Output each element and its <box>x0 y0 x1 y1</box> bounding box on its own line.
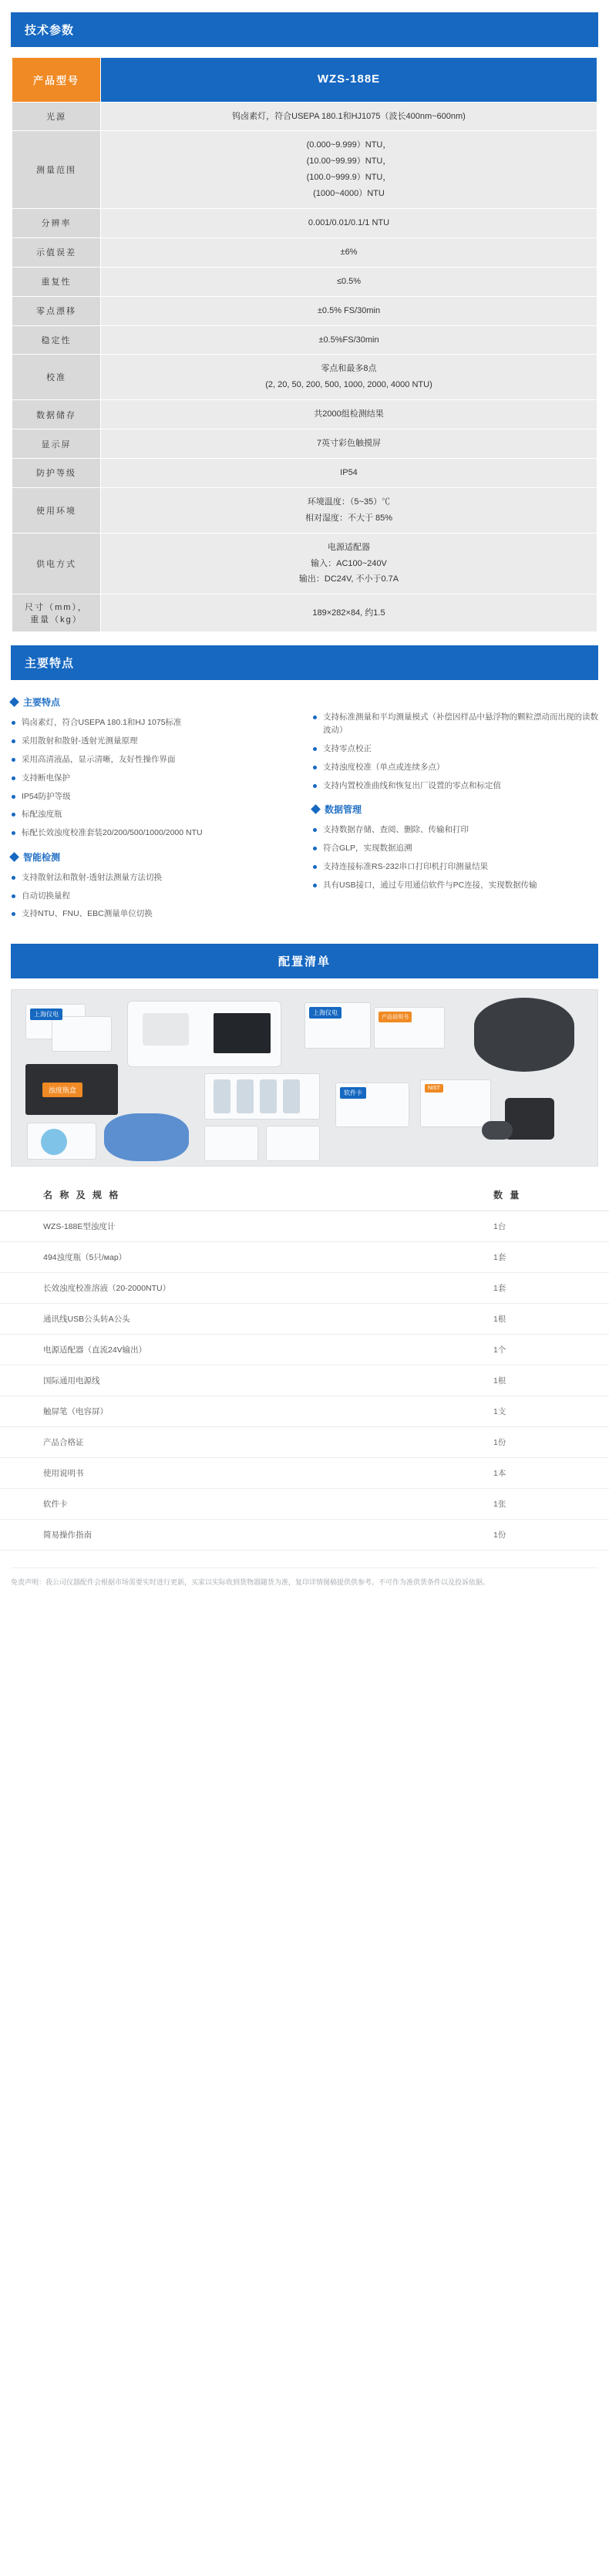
section-header-specs: 技术参数 <box>11 12 598 47</box>
spec-row <box>12 237 597 267</box>
table-row <box>0 1458 609 1489</box>
spec-value <box>101 533 597 594</box>
spec-value <box>101 237 597 267</box>
feature-item: 支持连接标准RS-232串口打印机打印测量结果 <box>312 860 598 874</box>
spec-value-line: 电源适配器 <box>328 542 370 552</box>
feature-item: 钨卤素灯，符合USEPA 180.1和HJ 1075标准 <box>11 716 297 729</box>
spec-row <box>12 102 597 131</box>
feature-group-title <box>11 850 297 864</box>
spec-label: 测量范围 <box>12 131 101 209</box>
spec-value <box>101 296 597 325</box>
section-header-features: 主要特点 <box>11 645 598 680</box>
spec-value-line: 零点和最多8点 <box>321 364 377 374</box>
spec-table-wrapper <box>11 56 598 633</box>
config-item-qty: 1支 <box>493 1396 609 1427</box>
spec-row <box>12 131 597 209</box>
feature-item: 支持散射法和散射-透射法测量方法切换 <box>11 871 297 884</box>
config-item-qty: 1根 <box>493 1365 609 1396</box>
config-item-qty: 1根 <box>493 1304 609 1335</box>
spec-table-head-row <box>12 58 597 103</box>
spec-head-value: WZS-188E <box>101 58 597 103</box>
config-item-name: 494浊度瓶（5只/мар） <box>0 1242 493 1273</box>
spec-value-line: ≤0.5% <box>336 276 362 286</box>
config-item-qty: 1套 <box>493 1242 609 1273</box>
nist-tag: NIST <box>425 1084 443 1093</box>
config-item-name: 软件卡 <box>0 1489 493 1520</box>
product-photo-board <box>11 989 598 1167</box>
usb-cable-photo <box>104 1113 189 1161</box>
features-left-column <box>11 691 297 931</box>
spec-value-line: 钨卤素灯，符合USEPA 180.1和HJ1075（波长400nm~600nm) <box>232 111 466 121</box>
table-row <box>0 1489 609 1520</box>
config-header-row <box>0 1180 609 1211</box>
spec-row <box>12 487 597 533</box>
table-row <box>0 1427 609 1458</box>
config-item-name: 国际通用电源线 <box>0 1365 493 1396</box>
spec-value-line: ±6% <box>340 247 358 257</box>
spec-row <box>12 533 597 594</box>
table-row <box>0 1242 609 1273</box>
spec-head-label: 产品型号 <box>12 58 101 103</box>
spec-row <box>12 296 597 325</box>
feature-item: 标配长效浊度校准套装20/200/500/1000/2000 NTU <box>11 827 297 840</box>
spec-value-line: 7英寸彩色触摸屏 <box>316 439 382 449</box>
spec-label: 重复性 <box>12 267 101 296</box>
spec-value <box>101 267 597 296</box>
spec-value-line: 环境温度：（5~35）℃ <box>307 497 391 507</box>
spec-value-line: (2, 20, 50, 200, 500, 1000, 2000, 4000 NTU) <box>265 380 432 390</box>
table-row <box>0 1304 609 1335</box>
config-item-qty: 1台 <box>493 1211 609 1242</box>
adapter-cable-photo <box>482 1121 513 1140</box>
power-cord-photo <box>474 998 574 1072</box>
spec-value-line: (0.000~9.999）NTU， <box>306 140 392 150</box>
feature-item: 具有USB接口，通过专用通信软件与PC连接，实现数据传输 <box>312 879 598 892</box>
vial-case-label: 浊度瓶盒 <box>42 1083 82 1097</box>
spec-value <box>101 325 597 355</box>
feature-group-title <box>312 803 598 816</box>
config-item-qty: 1份 <box>493 1427 609 1458</box>
feature-group-label: 智能检测 <box>23 851 61 863</box>
table-row <box>0 1211 609 1242</box>
certificate-photo <box>204 1126 258 1161</box>
table-row <box>0 1520 609 1551</box>
config-item-qty: 1套 <box>493 1273 609 1304</box>
diamond-icon <box>9 697 19 707</box>
feature-group-label: 主要特点 <box>23 697 61 709</box>
config-item-name: 电源适配器（直流24V输出） <box>0 1335 493 1365</box>
spec-value <box>101 355 597 400</box>
feature-item: 采用散射和散射-透射光测量原理 <box>11 735 297 748</box>
feature-item: IP54防护等级 <box>11 790 297 803</box>
feature-item: 支持内置校准曲线和恢复出厂设置的零点和标定值 <box>312 780 598 793</box>
spec-value-line: ±0.5% FS/30min <box>317 305 381 315</box>
config-item-name: 通讯线USB公头转A公头 <box>0 1304 493 1335</box>
spec-value <box>101 400 597 429</box>
spec-label: 供电方式 <box>12 533 101 594</box>
spec-label: 数据储存 <box>12 400 101 429</box>
spec-label: 使用环境 <box>12 487 101 533</box>
standard-bottle <box>237 1079 254 1113</box>
config-item-qty: 1本 <box>493 1458 609 1489</box>
feature-item: 支持数据存储、查阅、删除、传输和打印 <box>312 823 598 837</box>
spec-value <box>101 594 597 632</box>
spec-value-line: (100.0~999.9）NTU， <box>306 173 392 183</box>
spec-label: 显示屏 <box>12 429 101 459</box>
standard-bottle <box>260 1079 277 1113</box>
spec-value-line: 0.001/0.01/0.1/1 NTU <box>308 217 390 227</box>
features-section <box>11 691 598 931</box>
config-item-qty: 1个 <box>493 1335 609 1365</box>
feature-item: 支持零点校正 <box>312 742 598 756</box>
diamond-icon <box>9 852 19 862</box>
table-row <box>0 1396 609 1427</box>
spec-value-line: ±0.5%FS/30min <box>318 335 379 345</box>
spec-table <box>12 57 597 632</box>
feature-list <box>312 711 598 792</box>
feature-list <box>11 716 297 840</box>
feature-item: 支持标准测量和平均测量模式（补偿因样品中悬浮物的颗粒漂动而出现的读数波动） <box>312 711 598 737</box>
spec-label: 稳定性 <box>12 325 101 355</box>
feature-item: 采用高清液晶，显示清晰，友好性操作界面 <box>11 753 297 766</box>
spec-row <box>12 429 597 459</box>
feature-item: 自动切换量程 <box>11 890 297 903</box>
config-item-name: 触屏笔（电容屏） <box>0 1396 493 1427</box>
spec-row <box>12 267 597 296</box>
spec-value <box>101 208 597 237</box>
spec-label: 尺寸（mm），重量（kg） <box>12 594 101 632</box>
feature-item: 支持NTU、FNU、EBC测量单位切换 <box>11 907 297 921</box>
instrument-screen <box>214 1013 271 1053</box>
config-header-name: 名 称 及 规 格 <box>0 1180 493 1211</box>
brand-tag: 上海仪电 <box>30 1009 62 1020</box>
spec-row <box>12 325 597 355</box>
spec-label: 示值误差 <box>12 237 101 267</box>
spec-value <box>101 102 597 131</box>
spec-row <box>12 400 597 429</box>
standard-bottle <box>214 1079 230 1113</box>
spec-value-line: 共2000组检测结果 <box>314 409 384 419</box>
config-table <box>0 1180 609 1551</box>
spec-row <box>12 355 597 400</box>
feature-list <box>11 871 297 921</box>
feature-list <box>312 823 598 891</box>
spec-value-line: 输入：AC100~240V <box>311 558 387 568</box>
spec-label: 光源 <box>12 102 101 131</box>
software-card-tag: 软件卡 <box>340 1087 366 1099</box>
table-row <box>0 1365 609 1396</box>
config-item-name: 使用说明书 <box>0 1458 493 1489</box>
spec-value <box>101 131 597 209</box>
instrument-lid <box>143 1013 189 1046</box>
config-item-name: 长效浊度校准溶液（20-2000NTU） <box>0 1273 493 1304</box>
config-item-name: WZS-188E型浊度计 <box>0 1211 493 1242</box>
disclaimer-text: 免责声明：我公司仪器配件会根据市场需要实时进行更新，买家以实际收到货物器随货为准，复印详情图稿提供供参考。不可作为准供货条件以及投诉依据。 <box>11 1567 598 1588</box>
feature-item: 符合GLP，实现数据追溯 <box>312 842 598 855</box>
feature-item: 标配浊度瓶 <box>11 808 297 821</box>
feature-item: 支持断电保护 <box>11 772 297 785</box>
manual-tag: 产品说明书 <box>379 1012 412 1022</box>
spec-label: 校准 <box>12 355 101 400</box>
spec-value-line: IP54 <box>340 467 358 477</box>
spec-value-line: 189×282×84, 约1.5 <box>312 608 385 618</box>
config-header-qty: 数 量 <box>493 1180 609 1211</box>
standard-bottle <box>283 1079 300 1113</box>
spec-value-line: (10.00~99.99）NTU， <box>306 157 392 167</box>
config-item-qty: 1张 <box>493 1489 609 1520</box>
spec-value <box>101 429 597 459</box>
spec-label: 分辨率 <box>12 208 101 237</box>
power-adapter-photo <box>505 1098 554 1140</box>
guide-photo <box>266 1126 320 1161</box>
package-box-photo <box>52 1016 112 1052</box>
feature-group-title <box>11 695 297 709</box>
spec-row <box>12 594 597 632</box>
features-right-column <box>312 691 598 931</box>
config-item-name: 产品合格证 <box>0 1427 493 1458</box>
spec-row <box>12 208 597 237</box>
spec-value <box>101 458 597 487</box>
feature-item: 支持浊度校准（单点或连续多点） <box>312 761 598 774</box>
spec-value-line: 相对湿度：不大于 85% <box>304 513 393 523</box>
product-datasheet-page <box>0 12 609 1588</box>
diamond-icon <box>311 804 321 814</box>
spec-value-line: (1000~4000）NTU <box>313 189 385 199</box>
spec-label: 防护等级 <box>12 458 101 487</box>
spec-label: 零点漂移 <box>12 296 101 325</box>
feature-group-label: 数据管理 <box>325 804 362 816</box>
brand-tag: 上海仪电 <box>309 1007 342 1019</box>
section-header-config: 配置清单 <box>11 944 598 978</box>
spec-row <box>12 458 597 487</box>
table-row <box>0 1273 609 1304</box>
config-item-name: 简易操作指南 <box>0 1520 493 1551</box>
config-item-qty: 1份 <box>493 1520 609 1551</box>
spec-value-line: 输出：DC24V, 不小于0.7A <box>298 574 399 584</box>
spec-value <box>101 487 597 533</box>
table-row <box>0 1335 609 1365</box>
